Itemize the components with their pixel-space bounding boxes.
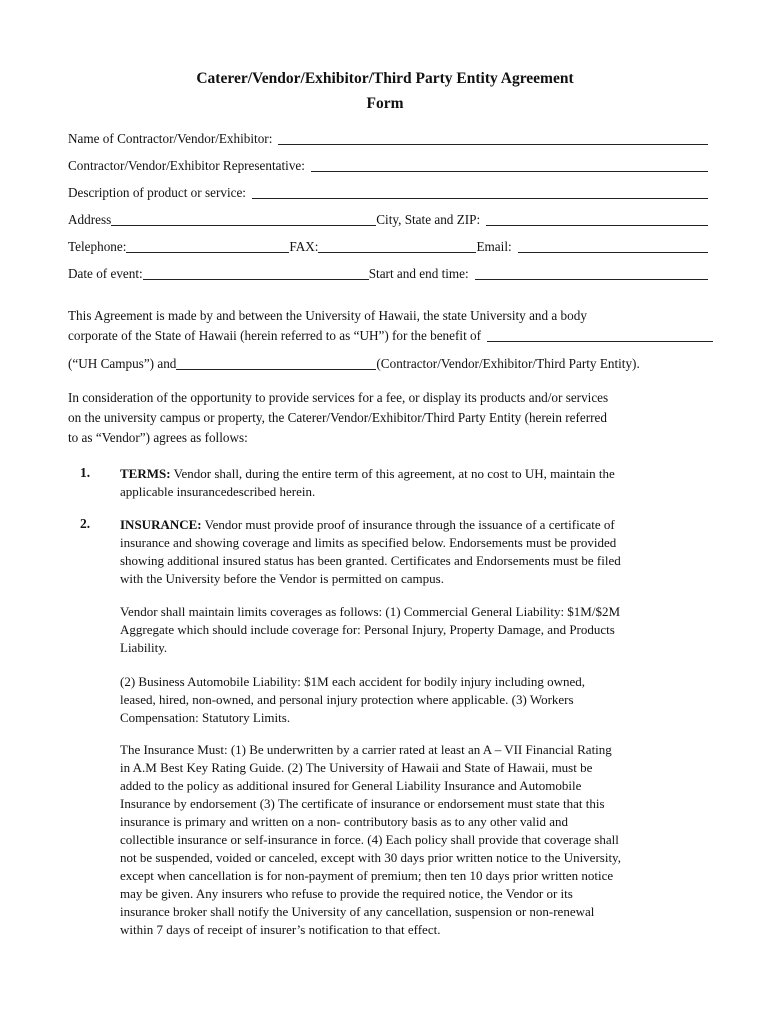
auto-line: leased, hired, non-owned, and personal injury protection where applicable. (3) Workers bbox=[120, 692, 574, 707]
telephone-blank[interactable] bbox=[126, 240, 289, 253]
field-row-name bbox=[68, 129, 708, 147]
campus-blank[interactable] bbox=[487, 329, 713, 342]
insurance-item bbox=[120, 516, 705, 588]
must-line: The Insurance Must: (1) Be underwritten by a carrier rated at least an A – VII Financial Rating bbox=[120, 742, 612, 757]
insurance-text: insurance and showing coverage and limits as specified below. Endorsements must be provided bbox=[120, 535, 617, 550]
representative-label: Contractor/Vendor/Exhibitor Representative: bbox=[68, 158, 305, 173]
terms-text: applicable insurancedescribed herein. bbox=[120, 484, 316, 499]
consideration-line: to as “Vendor”) agrees as follows: bbox=[68, 430, 248, 445]
item-number: 2. bbox=[80, 516, 91, 531]
form-subtitle: Form bbox=[366, 95, 404, 112]
must-line: Insurance by endorsement (3) The certificate of insurance or endorsement must state that this bbox=[120, 796, 605, 811]
consideration-line: on the university campus or property, the Caterer/Vendor/Exhibitor/Third Party Entity (herein referred bbox=[68, 410, 607, 425]
email-label: Email: bbox=[476, 239, 512, 254]
field-row-address bbox=[68, 210, 708, 228]
form-title: Caterer/Vendor/Exhibitor/Third Party Entity Agreement bbox=[196, 70, 574, 87]
must-line: collectible insurance or self-insurance in force. (4) Each policy shall provide that coverage shall bbox=[120, 832, 619, 847]
terms-item bbox=[120, 465, 705, 501]
start-end-label: Start and end time: bbox=[368, 266, 469, 281]
consideration-paragraph bbox=[68, 388, 713, 448]
date-label: Date of event: bbox=[68, 266, 143, 281]
must-line: insurance is primary and written on a non- contributory basis as to any other valid and bbox=[120, 814, 569, 829]
agreement-line: corporate of the State of Hawaii (herein referred to as “UH”) for the benefit of bbox=[68, 328, 482, 343]
name-blank[interactable] bbox=[278, 132, 708, 145]
city-state-zip-label: City, State and ZIP: bbox=[376, 212, 481, 227]
must-line: not be suspended, voided or canceled, except with 30 days prior written notice to the University, bbox=[120, 850, 621, 865]
fax-blank[interactable] bbox=[318, 240, 476, 253]
limits-line: Liability. bbox=[120, 640, 168, 655]
must-line: added to the policy as additional insured for General Liability Insurance and Automobile bbox=[120, 778, 582, 793]
limits-line: Vendor shall maintain limits coverages as follows: (1) Commercial General Liability: $1M/$2M bbox=[120, 604, 621, 619]
must-line: may be given. Any insurers who refuse to provide the required notice, the Vendor or its bbox=[120, 886, 573, 901]
must-line: in A.M Best Key Rating Guide. (2) The University of Hawaii and State of Hawaii, must be bbox=[120, 760, 593, 775]
insurance-text: with the University before the Vendor is permitted on campus. bbox=[120, 571, 444, 586]
insurance-heading: INSURANCE: bbox=[120, 517, 202, 532]
description-label: Description of product or service: bbox=[68, 185, 246, 200]
address-label: Address bbox=[68, 212, 112, 227]
agreement-parties-line bbox=[68, 354, 708, 374]
field-row-date bbox=[68, 264, 708, 282]
name-label: Name of Contractor/Vendor/Exhibitor: bbox=[68, 131, 273, 146]
representative-blank[interactable] bbox=[311, 159, 708, 172]
insurance-text: showing additional insured status has been granted. Certificates and Endorsements must be filed bbox=[120, 553, 621, 568]
address-blank[interactable] bbox=[111, 213, 376, 226]
description-blank[interactable] bbox=[252, 186, 708, 199]
telephone-label: Telephone: bbox=[68, 239, 127, 254]
terms-text: Vendor shall, during the entire term of this agreement, at no cost to UH, maintain the bbox=[170, 466, 615, 481]
limits-paragraph bbox=[120, 603, 705, 657]
must-line: within 7 days of receipt of insurer’s notification to that effect. bbox=[120, 922, 441, 937]
consideration-line: In consideration of the opportunity to provide services for a fee, or display its products and/or services bbox=[68, 390, 609, 405]
auto-liability-paragraph bbox=[120, 673, 705, 727]
email-blank[interactable] bbox=[518, 240, 708, 253]
must-line: except when cancellation is for non-payment of premium; then ten 10 days prior written notice bbox=[120, 868, 614, 883]
item-number: 1. bbox=[80, 465, 91, 480]
agreement-line-with-blank bbox=[68, 326, 713, 346]
limits-line: Aggregate which should include coverage for: Personal Injury, Property Damage, and Products bbox=[120, 622, 615, 637]
agreement-paragraph bbox=[68, 306, 713, 346]
must-line: insurance broker shall notify the University of any cancellation, suspension or non-renewal bbox=[120, 904, 595, 919]
uh-campus-text: (“UH Campus”) and bbox=[68, 356, 177, 371]
field-row-contact bbox=[68, 237, 708, 255]
field-row-description bbox=[68, 183, 708, 201]
auto-line: Compensation: Statutory Limits. bbox=[120, 710, 291, 725]
start-end-blank[interactable] bbox=[475, 267, 708, 280]
agreement-line: This Agreement is made by and between the University of Hawaii, the state University and a body bbox=[68, 308, 587, 323]
date-blank[interactable] bbox=[143, 267, 369, 280]
insurance-text: Vendor must provide proof of insurance through the issuance of a certificate of bbox=[201, 517, 615, 532]
contractor-text: (Contractor/Vendor/Exhibitor/Third Party Entity). bbox=[376, 356, 640, 371]
field-row-representative bbox=[68, 156, 708, 174]
city-state-zip-blank[interactable] bbox=[486, 213, 708, 226]
auto-line: (2) Business Automobile Liability: $1M each accident for bodily injury including owned, bbox=[120, 674, 586, 689]
insurance-must-paragraph bbox=[120, 741, 705, 939]
contractor-blank[interactable] bbox=[176, 357, 376, 370]
terms-heading: TERMS: bbox=[120, 466, 171, 481]
fax-label: FAX: bbox=[289, 239, 319, 254]
